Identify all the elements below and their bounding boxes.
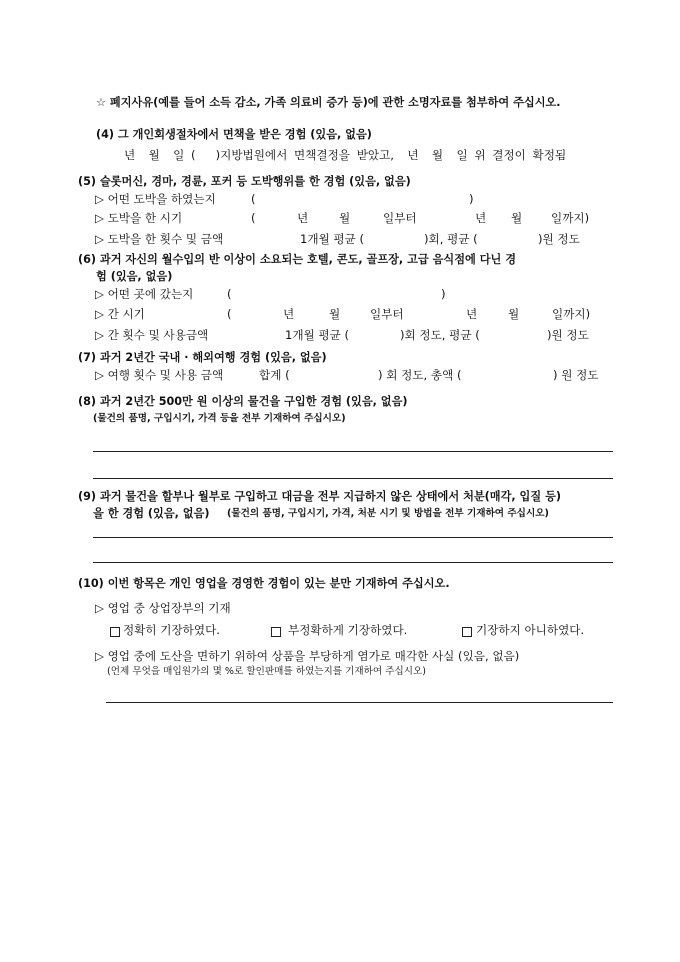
q6-period-month1: 월 bbox=[329, 307, 341, 321]
q10-opt1-label: 정확히 기장하였다. bbox=[123, 623, 220, 637]
q5-period-month2: 월 bbox=[511, 211, 523, 225]
q5-amount-won: )원 정도 bbox=[538, 232, 580, 246]
q10-opt3-label: 기장하지 아니하였다. bbox=[476, 623, 585, 637]
q10-sale-instruction: (언제 무엇을 매입원가의 몇 %로 할인판매를 하였는지를 기재하여 주십시오) bbox=[107, 666, 427, 677]
q7-travel-won: ) 원 정도 bbox=[553, 368, 599, 382]
q6-place-label: ▷ 어떤 곳에 갔는지 bbox=[95, 287, 194, 301]
q7-travel-total: 합계 ( bbox=[259, 368, 290, 382]
q5-period-from: 일부터 bbox=[383, 211, 417, 225]
q10-opt1-checkbox[interactable] bbox=[110, 627, 120, 637]
q7-travel-label: ▷ 여행 횟수 및 사용 금액 bbox=[95, 368, 224, 382]
q10-opt2-checkbox[interactable] bbox=[271, 627, 281, 637]
question-8-title: (8) 과거 2년간 500만 원 이상의 물건을 구입한 경험 (있음, 없음) bbox=[78, 395, 408, 408]
q5-amount-label: ▷ 도박을 한 횟수 및 금액 bbox=[95, 232, 224, 246]
q9-answer-line-2[interactable] bbox=[93, 562, 613, 563]
q6-amount-won: )원 정도 bbox=[547, 328, 589, 342]
question-9-instruction: (물건의 품명, 구입시기, 가격, 처분 시기 및 방법을 전부 기재하여 주십시오) bbox=[227, 508, 549, 519]
question-9-title-line1: (9) 과거 물건을 할부나 월부로 구입하고 대금을 전부 지급하지 않은 상태에서 처분(매각, 입질 등) bbox=[78, 490, 561, 503]
q6-amount-times: )회 정도, 평균 ( bbox=[400, 328, 480, 342]
q10-sale-label: ▷ 영업 중에 도산을 면하기 위하여 상품을 부당하게 염가로 매각한 사실 (있음, 없음) bbox=[95, 649, 520, 663]
q6-period-open: ( bbox=[227, 307, 232, 321]
question-6-title-line2: 험 (있음, 없음) bbox=[96, 270, 173, 283]
q5-period-year2: 년 bbox=[475, 211, 487, 225]
q5-period-label: ▷ 도박을 한 시기 bbox=[95, 211, 183, 225]
q5-period-to: 일까지) bbox=[551, 211, 590, 225]
q6-period-year1: 년 bbox=[283, 307, 295, 321]
q6-amount-label: ▷ 간 횟수 및 사용금액 bbox=[95, 328, 209, 342]
question-4-title: (4) 그 개인회생절차에서 면책을 받은 경험 (있음, 없음) bbox=[96, 128, 372, 141]
q5-amount-monthly: 1개월 평균 ( bbox=[300, 232, 365, 246]
q6-period-label: ▷ 간 시기 bbox=[95, 307, 145, 321]
question-10-title: (10) 이번 항목은 개인 영업을 경영한 경험이 있는 분만 기재하여 주십시오. bbox=[78, 577, 450, 590]
q5-type-close: ) bbox=[469, 192, 474, 206]
q10-ledger-label: ▷ 영업 중 상업장부의 기재 bbox=[95, 601, 231, 615]
q10-answer-line[interactable] bbox=[106, 702, 613, 703]
q6-period-from: 일부터 bbox=[370, 307, 404, 321]
q5-period-year1: 년 bbox=[297, 211, 309, 225]
q6-place-open: ( bbox=[227, 287, 232, 301]
question-5-title: (5) 슬롯머신, 경마, 경륜, 포커 등 도박행위를 한 경험 (있음, 없음) bbox=[78, 175, 411, 188]
q6-period-year2: 년 bbox=[466, 307, 478, 321]
q6-amount-monthly: 1개월 평균 ( bbox=[285, 328, 350, 342]
q5-amount-times: )회, 평균 ( bbox=[424, 232, 478, 246]
q8-answer-line-2[interactable] bbox=[93, 478, 613, 479]
q9-answer-line-1[interactable] bbox=[93, 537, 613, 538]
q5-period-month1: 월 bbox=[339, 211, 351, 225]
q8-answer-line-1[interactable] bbox=[93, 451, 613, 452]
q6-place-close: ) bbox=[441, 287, 446, 301]
question-9-title-line2: 을 한 경험 (있음, 없음) bbox=[93, 507, 210, 520]
q7-travel-times: ) 회 정도, 총액 ( bbox=[378, 368, 462, 382]
q5-type-label: ▷ 어떤 도박을 하였는지 bbox=[95, 192, 216, 206]
question-4-detail: 년 월 일 ( )지방법원에서 면책결정을 받았고, 년 월 일 위 결정이 확정됨 bbox=[124, 148, 567, 162]
question-7-title: (7) 과거 2년간 국내 · 해외여행 경험 (있음, 없음) bbox=[78, 351, 327, 364]
question-8-instruction: (물건의 품명, 구입시기, 가격 등을 전부 기재하여 주십시오) bbox=[93, 413, 346, 424]
q5-type-open: ( bbox=[251, 192, 256, 206]
q5-period-open: ( bbox=[251, 211, 256, 225]
q6-period-month2: 월 bbox=[508, 307, 520, 321]
q10-opt3-checkbox[interactable] bbox=[462, 627, 472, 637]
q6-period-to: 일까지) bbox=[552, 307, 591, 321]
question-6-title-line1: (6) 과거 자신의 월수입의 반 이상이 소요되는 호텔, 콘도, 골프장, 고급 음식점에 다닌 경 bbox=[78, 253, 517, 266]
attachment-note: ☆ 폐지사유(예를 들어 소득 감소, 가족 의료비 증가 등)에 관한 소명자료를 첨부하여 주십시오. bbox=[96, 96, 561, 109]
q10-opt2-label: 부정확하게 기장하였다. bbox=[288, 623, 408, 637]
